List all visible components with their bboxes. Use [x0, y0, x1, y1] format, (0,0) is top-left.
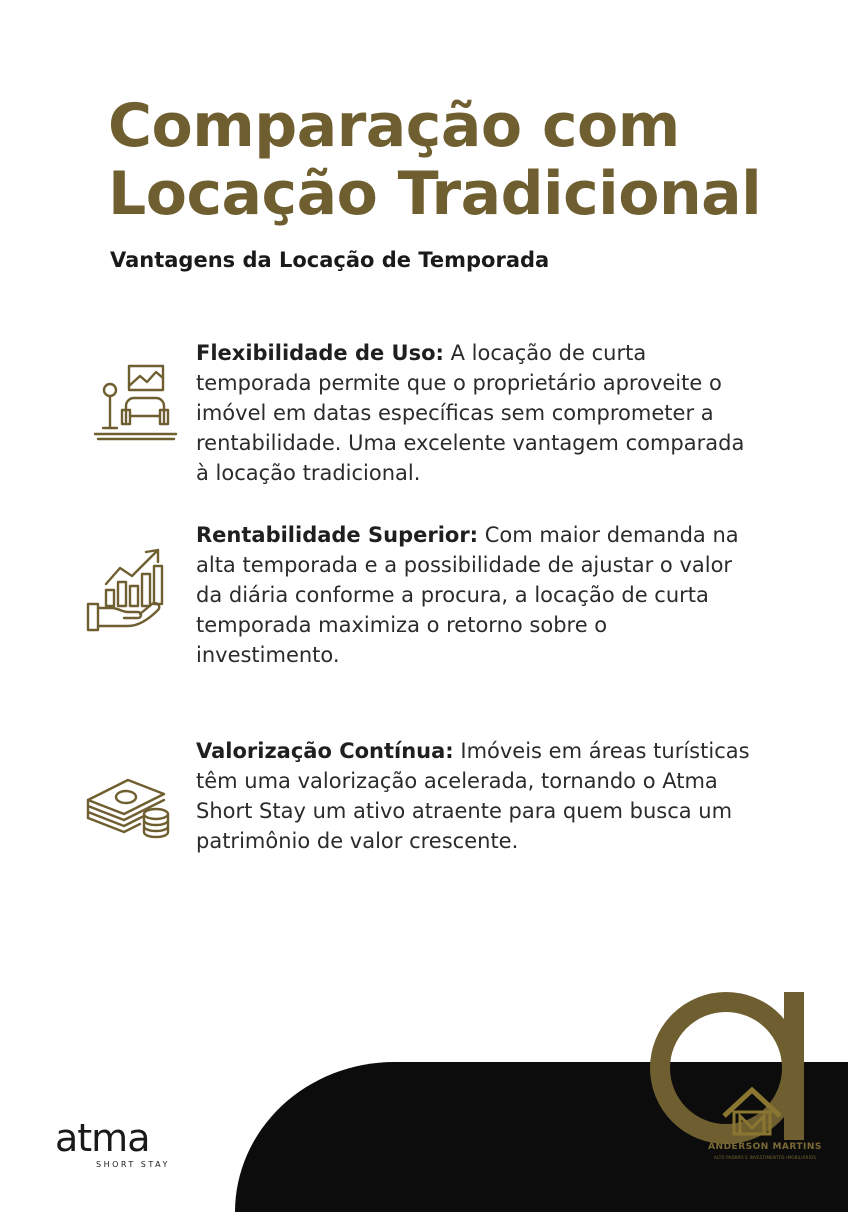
- item-text: Com maior demanda na alta temporada e a possibilidade de ajustar o valor da diária conforme a procura, a locação de curta temporada maximiza o retorno sobre o investimento.: [196, 523, 739, 667]
- title-line-1: Comparação com: [108, 91, 680, 161]
- partner-tagline: ALTO PADRÃO E INVESTIMENTOS IMOBILIÁRIOS: [713, 1155, 817, 1160]
- anderson-martins-a-logo: [648, 988, 808, 1162]
- item-heading: Valorização Contínua:: [196, 739, 454, 763]
- item-text: Imóveis em áreas turísticas têm uma valorização acelerada, tornando o Atma Short Stay um ativo atraente para quem busca um patrimônio de valor crescente.: [196, 739, 750, 853]
- partner-name: ANDERSON MARTINS: [708, 1142, 822, 1152]
- atma-logo-subtitle: SHORT STAY: [96, 1160, 170, 1169]
- atma-logo: atma: [55, 1116, 150, 1160]
- money-stack-icon: [84, 770, 174, 840]
- advantage-flexibility: [196, 338, 756, 488]
- advantage-valuation: [196, 736, 756, 856]
- item-heading: Flexibilidade de Uso:: [196, 341, 444, 365]
- item-text: A locação de curta temporada permite que o proprietário aproveite o imóvel em datas específicas sem comprometer a rentabilidade. Uma excelente vantagem comparada à locação tradicional.: [196, 341, 745, 485]
- advantage-profitability: [196, 520, 756, 670]
- living-room-icon: [94, 362, 178, 442]
- growth-hand-icon: [86, 546, 172, 634]
- title-line-2: Locação Tradicional: [108, 159, 762, 229]
- item-heading: Rentabilidade Superior:: [196, 523, 479, 547]
- page-subtitle: Vantagens da Locação de Temporada: [110, 248, 550, 272]
- page-title: [108, 92, 808, 228]
